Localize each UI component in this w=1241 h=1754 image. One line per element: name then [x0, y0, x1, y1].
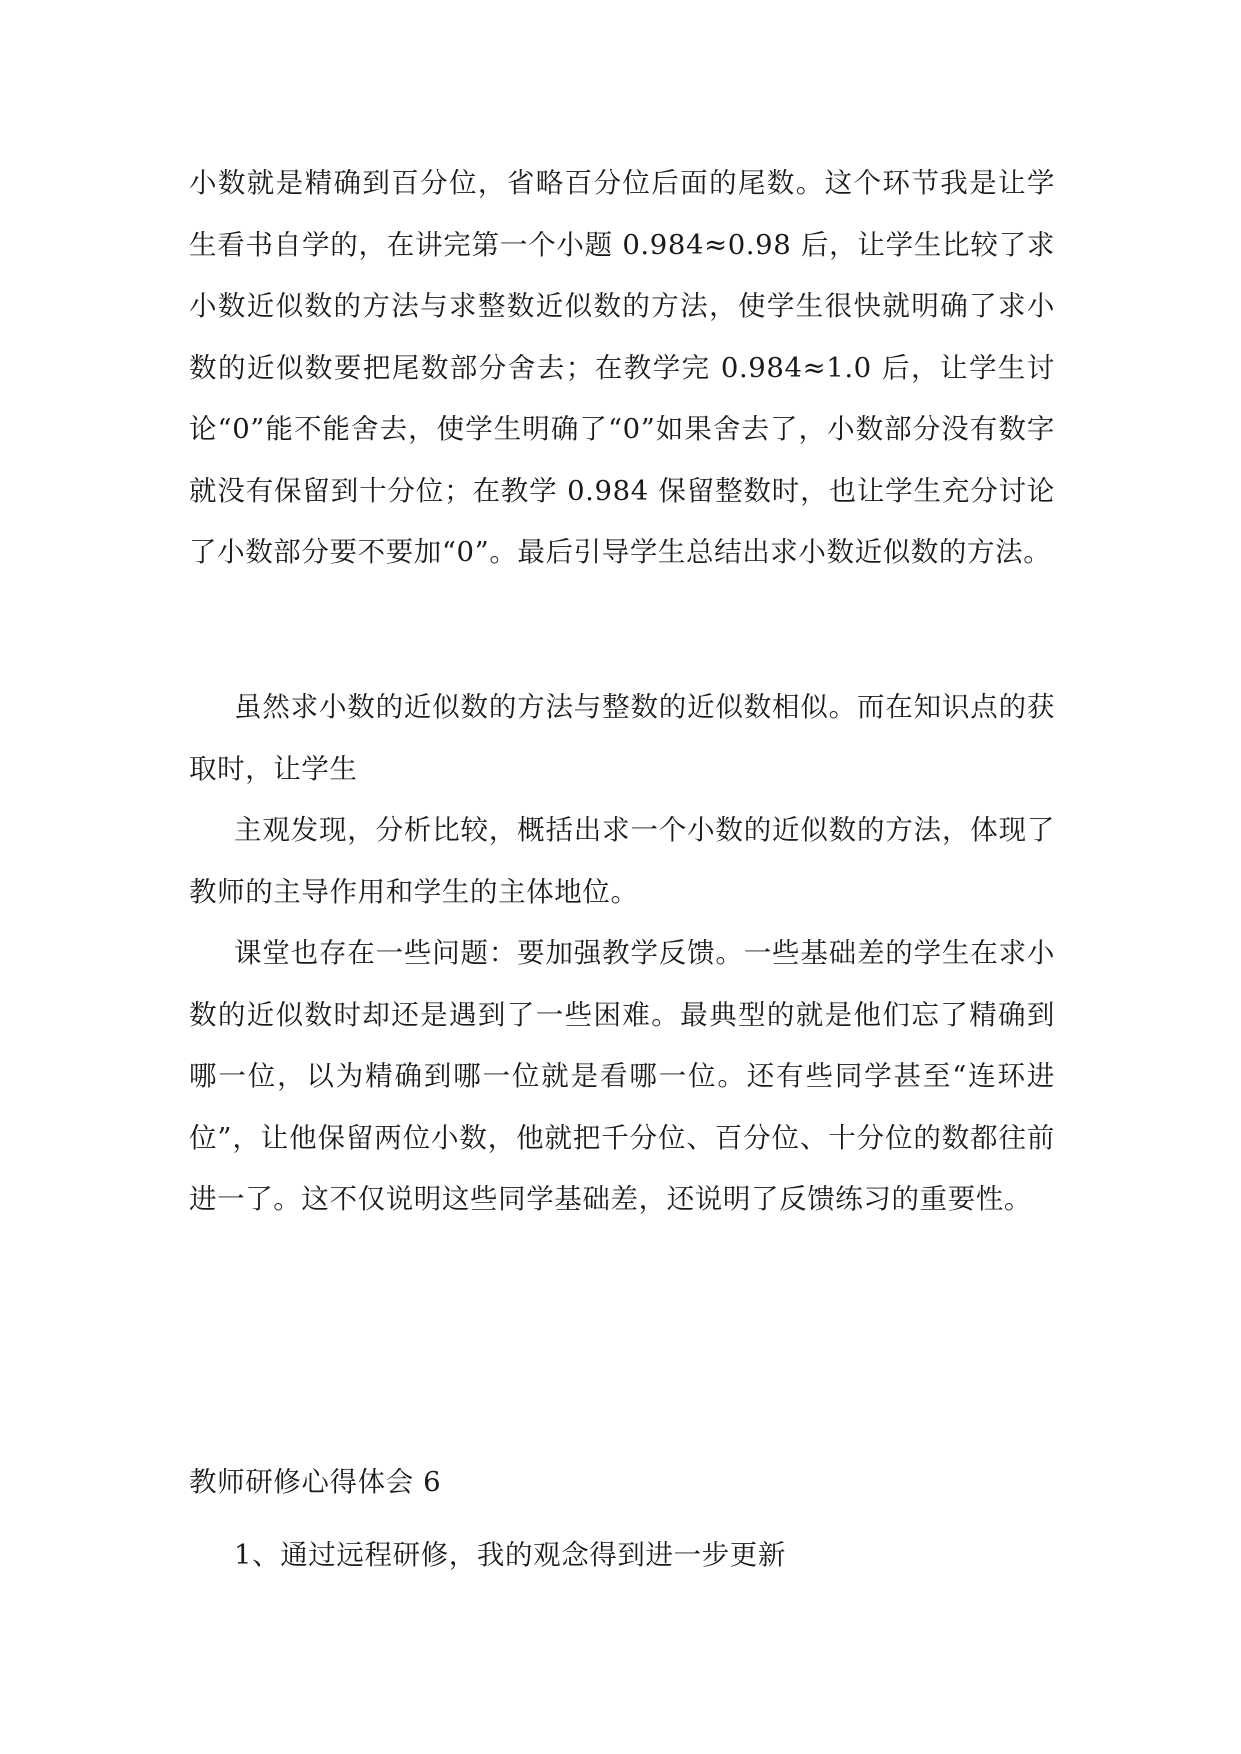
paragraph-3: 主观发现，分析比较，概括出求一个小数的近似数的方法，体现了教师的主导作用和学生的主体地位。 — [189, 814, 1055, 908]
paragraph-4: 课堂也存在一些问题：要加强教学反馈。一些基础差的学生在求小数的近似数时却还是遇到了一些困难。最典型的就是他们忘了精确到哪一位，以为精确到哪一位就是看哪一位。还有些同学甚至“连环进位”，让他保留两位小数，他就把千分位、百分位、十分位的数都往前进一了。这不仅说明这些同学基础差，还说明了反馈练习的重要性。 — [189, 937, 1055, 1215]
paragraph-1: 小数就是精确到百分位，省略百分位后面的尾数。这个环节我是让学生看书自学的，在讲完第一个小题 0.984≈0.98 后，让学生比较了求小数近似数的方法与求整数近似数的方法，使学生很快就明确了求小数的近似数要把尾数部分舍去；在教学完 0.984≈1.0 后，让学生讨论“0”能不能舍去，使学生明确了“0”如果舍去了，小数部分没有数字就没有保留到十分位；在教学 0.984 保留整数时，也让学生充分讨论了小数部分要不要加“0”。最后引导学生总结出求小数近似数的方法。 — [189, 167, 1055, 568]
section-heading: 教师研修心得体会 6 — [189, 1466, 442, 1498]
list-item: 1、通过远程研修，我的观念得到进一步更新 — [234, 1539, 786, 1571]
paragraph-2: 虽然求小数的近似数的方法与整数的近似数相似。而在知识点的获取时，让学生 — [189, 691, 1055, 785]
